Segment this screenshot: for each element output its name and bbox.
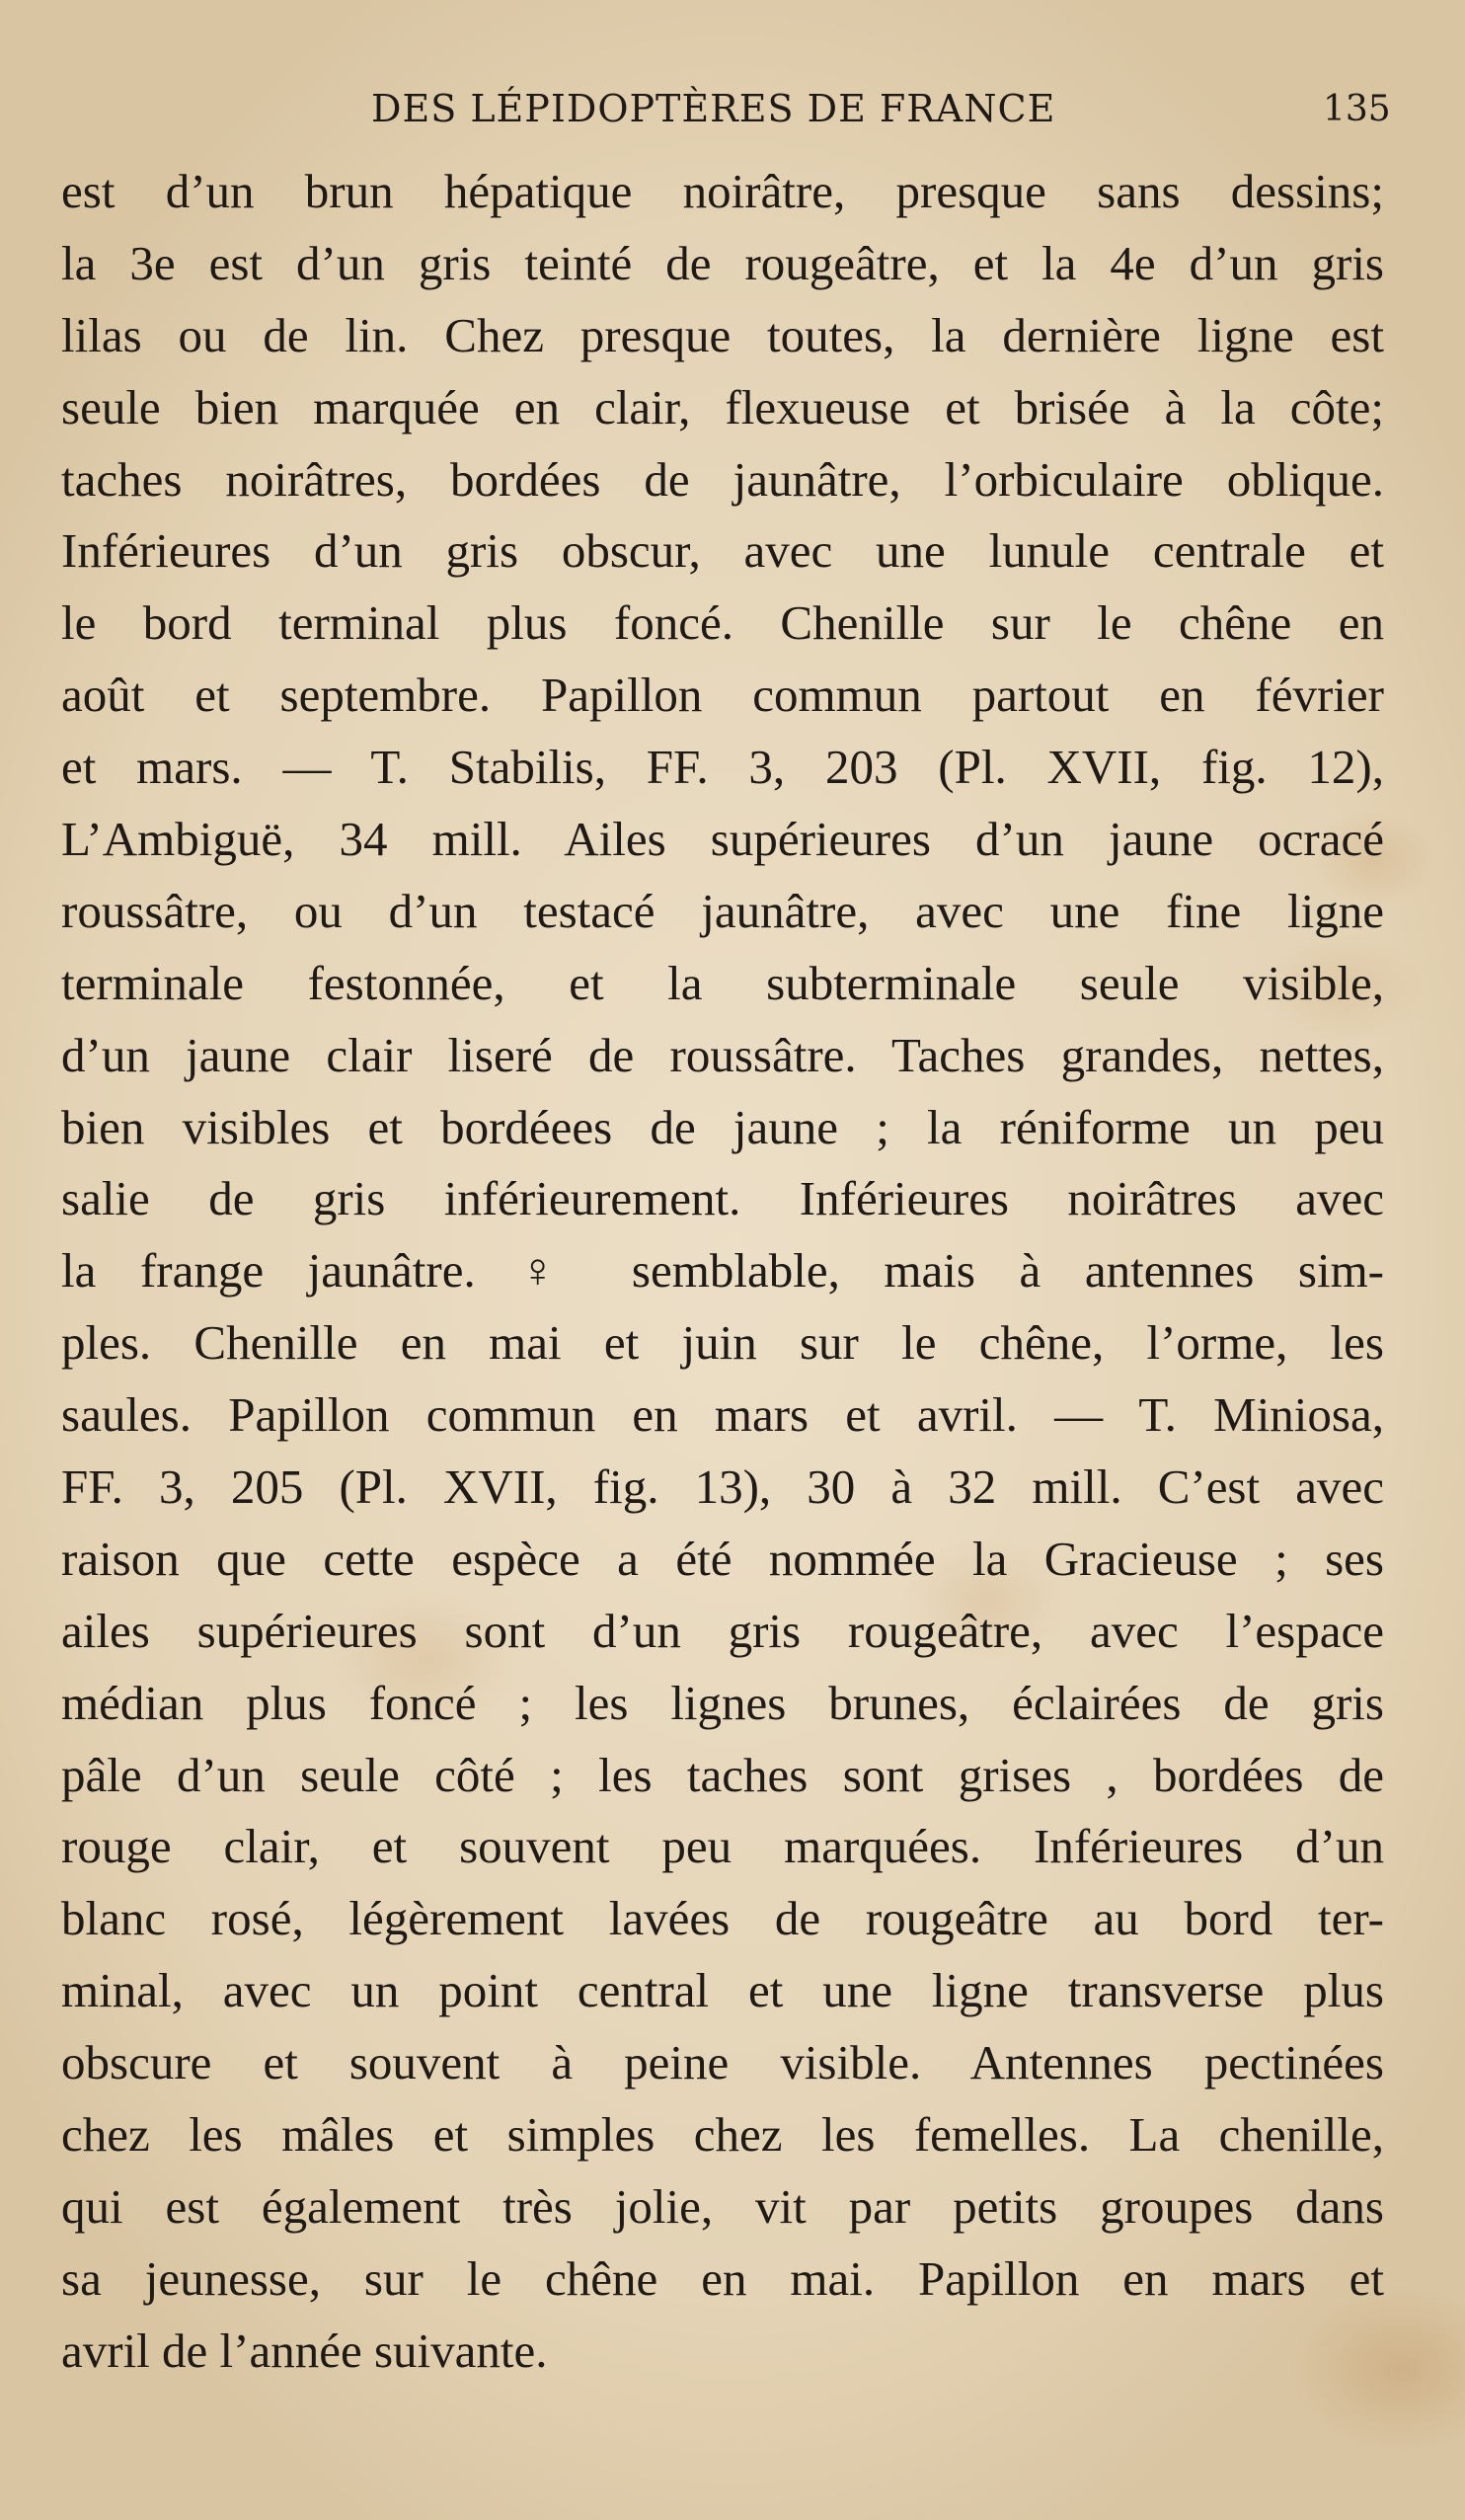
text-line: blanc rosé, légèrement lavées de rougeâtre au bord ter-	[61, 1891, 1384, 1946]
text-line: rouge clair, et souvent peu marquées. Inférieures d’un	[61, 1819, 1384, 1874]
page-header	[0, 87, 1465, 136]
body-text	[61, 156, 1384, 2388]
text-line: raison que cette espèce a été nommée la Gracieuse ; ses	[61, 1531, 1384, 1586]
text-line: L’Ambiguë, 34 mill. Ailes supérieures d’un jaune ocracé	[61, 812, 1384, 867]
text-line: sa jeunesse, sur le chêne en mai. Papillon en mars et	[61, 2250, 1384, 2306]
text-line: Inférieures d’un gris obscur, avec une lunule centrale et	[61, 523, 1384, 579]
text-line: bien visibles et bordéees de jaune ; la réniforme un peu	[61, 1099, 1384, 1154]
text-line: ples. Chenille en mai et juin sur le chêne, l’orme, les	[61, 1315, 1384, 1371]
text-line: saules. Papillon commun en mars et avril. — T. Miniosa,	[61, 1387, 1384, 1443]
text-line: chez les mâles et simples chez les femelles. La chenille,	[61, 2107, 1384, 2163]
text-line: seule bien marquée en clair, flexueuse et brisée à la côte;	[61, 379, 1384, 434]
text-line: médian plus foncé ; les lignes brunes, éclairées de gris	[61, 1675, 1384, 1730]
text-line: qui est également très jolie, vit par petits groupes dans	[61, 2178, 1384, 2234]
text-line: lilas ou de lin. Chez presque toutes, la dernière ligne est	[61, 307, 1384, 362]
text-line: avril de l’année suivante.	[61, 2323, 548, 2378]
text-line: ailes supérieures sont d’un gris rougeâtre, avec l’espace	[61, 1603, 1384, 1658]
text-line: obscure et souvent à peine visible. Antennes pectinées	[61, 2035, 1384, 2090]
text-line: d’un jaune clair liseré de roussâtre. Taches grandes, nettes,	[61, 1027, 1384, 1082]
text-line: pâle d’un seule côté ; les taches sont grises , bordées de	[61, 1747, 1384, 1802]
text-line: terminale festonnée, et la subterminale seule visible,	[61, 955, 1384, 1010]
text-line: la frange jaunâtre. ♀ semblable, mais à antennes sim-	[61, 1243, 1384, 1299]
text-line: le bord terminal plus foncé. Chenille sur le chêne en	[61, 595, 1384, 651]
text-line: août et septembre. Papillon commun partout en février	[61, 668, 1384, 723]
text-line: est d’un brun hépatique noirâtre, presque sans dessins;	[61, 164, 1384, 218]
text-line: roussâtre, ou d’un testacé jaunâtre, avec une fine ligne	[61, 883, 1384, 938]
text-line: FF. 3, 205 (Pl. XVII, fig. 13), 30 à 32 mill. C’est avec	[61, 1459, 1384, 1515]
text-line: la 3e est d’un gris teinté de rougeâtre, et la 4e d’un gris	[61, 235, 1384, 290]
text-line: minal, avec un point central et une ligne transverse plus	[61, 1963, 1384, 2018]
page-number: 135	[1323, 89, 1391, 129]
text-line: salie de gris inférieurement. Inférieures noirâtres avec	[61, 1171, 1384, 1226]
text-line: taches noirâtres, bordées de jaunâtre, l’orbiculaire oblique.	[61, 451, 1384, 507]
running-title: DES LÉPIDOPTÈRES DE FRANCE	[371, 87, 1056, 130]
text-line: et mars. — T. Stabilis, FF. 3, 203 (Pl. XVII, fig. 12),	[61, 740, 1384, 795]
